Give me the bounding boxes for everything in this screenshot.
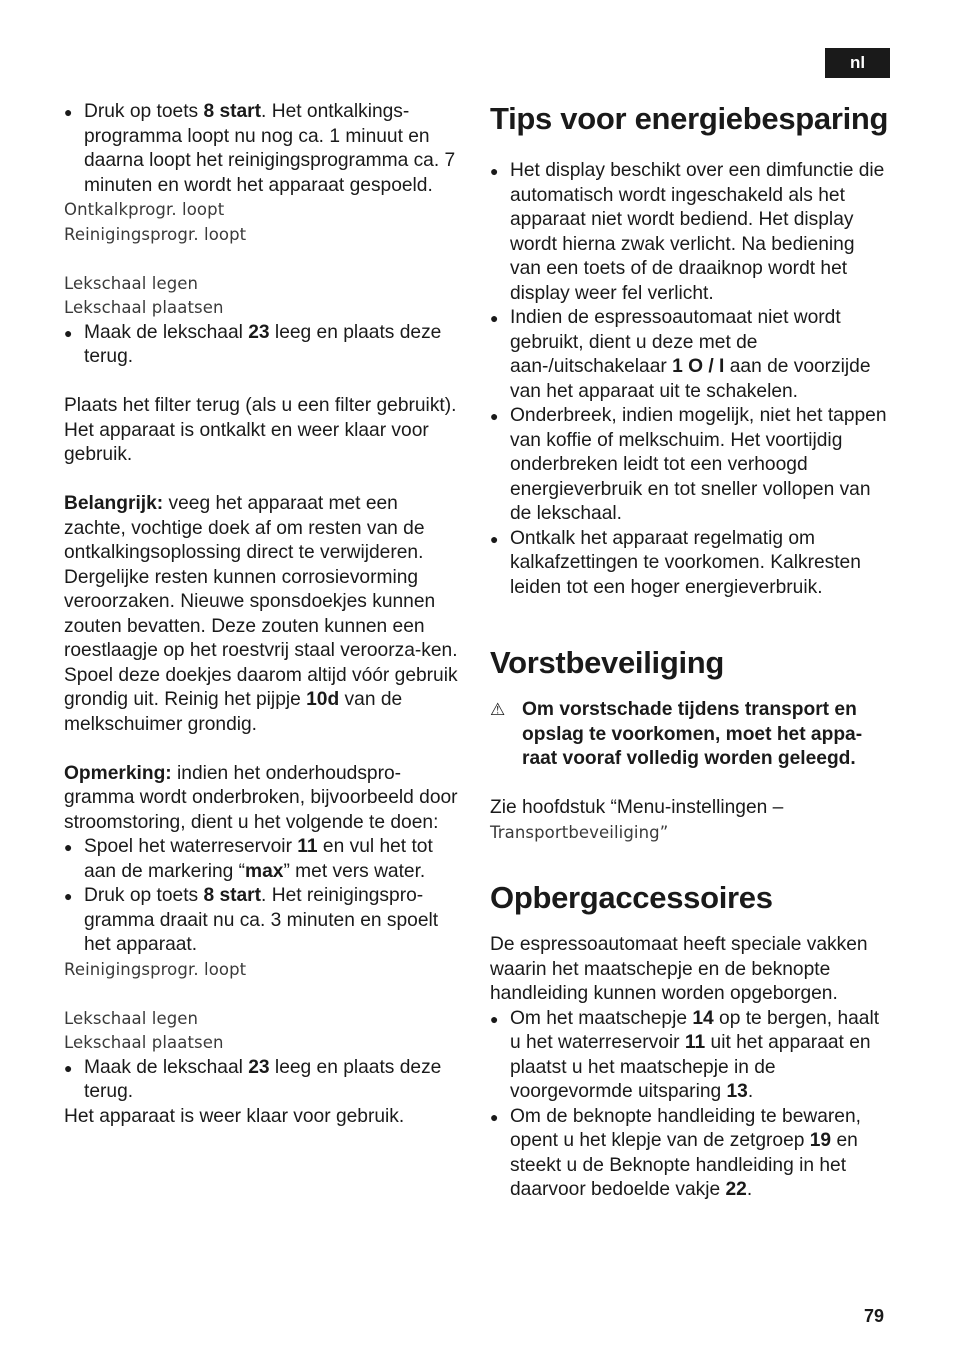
text: aan de voorzijde van het apparaat uit te schakelen. (510, 356, 871, 402)
language-label: nl (849, 53, 866, 72)
display-message: Lekschaal plaatsen (64, 1033, 224, 1052)
paragraph-ready: Het apparaat is weer klaar voor gebruik. (64, 1105, 405, 1127)
text: uit het apparaat en plaatst u het maatschepje in de voorgevormde uitsparing (510, 1032, 871, 1102)
part-number: 19 (809, 1130, 832, 1151)
heading-energy-tips: Tips voor energiebesparing (490, 101, 889, 136)
paragraph-filter: Plaats het filter terug (als u een filter gebruikt). Het apparaat is ontkalkt en weer klaar voor gebruik. (64, 395, 457, 465)
text: veeg het apparaat met een zachte, vochtige doek af om resten van de ontkalkingsoplossing direct te verwijderen. Dergelijke resten kunnen corrosievorming veroorzaken. Nieuwe sponsdoekjes kunnen zouten bevatten. Deze zouten kunnen een roestlaagje op het roestvrij staal veroorza-ken. Spoel deze doekjes daarom altijd vóór gebruik grondig uit. Reinig het pijpje (64, 493, 458, 710)
bullet-dim-function: ● Het display beschikt over een dimfunctie die automatisch wordt ingeschakeld als het apparaat niet wordt bediend. Het display wordt hierna zwak verlicht. Na bediening van een toets of de draaiknop wordt het display weer fel verlicht. (490, 159, 890, 306)
text: Maak de lekschaal (84, 321, 249, 343)
text: . (747, 1081, 754, 1102)
part-number: 10d (306, 689, 340, 710)
part-number: 13 (726, 1081, 748, 1102)
display-message: Reinigingsprogr. loopt (64, 959, 247, 979)
text: indien het onderhoudspro-gramma wordt onderbroken, bijvoorbeeld door stroomstoring, dient u het volgende te doen: (64, 762, 458, 833)
text: leeg en plaats deze terug. (84, 1056, 442, 1102)
text: Om het maatschepje (510, 1007, 693, 1029)
paragraph-note (64, 762, 464, 836)
page-number: 79 (864, 1306, 885, 1326)
part-number: 23 (248, 321, 270, 343)
display-message: Lekschaal legen (64, 1008, 199, 1028)
bullet-power-switch (490, 306, 890, 404)
switch-label: 1 O / I (672, 356, 725, 377)
text: Spoel het waterreservoir (84, 836, 298, 857)
text: Druk op toets (84, 885, 204, 906)
key-label: 8 start (203, 885, 262, 906)
bullet-drip-tray (64, 321, 464, 370)
left-column (64, 100, 464, 1129)
bullet-interrupt: ● Onderbreek, indien mogelijk, niet het tappen van koffie of melkschuim. Het voortijdig onderbreken leidt tot een verhoogd energieverbruik en tot sneller vollopen van de lekschaal. (490, 404, 890, 527)
display-message: Lekschaal legen (64, 273, 199, 293)
part-number: 11 (684, 1032, 706, 1053)
text: op te bergen, haalt u het waterreservoir (510, 1007, 880, 1053)
display-message: Reinigingsprogr. loopt (64, 224, 247, 244)
bullet-press-start-2 (64, 884, 464, 958)
text: . Het reinigingspro-gramma draait nu ca. 3 minuten en spoelt het apparaat. (84, 885, 439, 955)
bullet-rinse-reservoir (64, 835, 464, 884)
label-important: Belangrijk: (64, 493, 164, 514)
text: Druk op toets (84, 101, 204, 122)
heading-frost-protection: Vorstbeveiliging (490, 645, 725, 680)
display-message: Ontkalkprogr. loopt (64, 200, 225, 219)
text: van de melkschuimer grondig. (64, 689, 403, 735)
right-column (490, 100, 890, 1203)
paragraph-see-chapter: Zie hoofdstuk “Menu-instellingen – (490, 797, 784, 818)
display-message: Lekschaal plaatsen (64, 298, 224, 317)
text: en steekt u de Beknopte handleiding in het daarvoor bedoelde vakje (510, 1130, 858, 1200)
text: leeg en plaats deze terug. (84, 321, 442, 367)
bullet-press-start (64, 100, 464, 198)
part-number: 11 (297, 836, 318, 857)
bullet-descale: ● Ontkalk het apparaat regelmatig om kalkafzettingen te voorkomen. Kalkresten leiden tot een hoger energieverbruik. (490, 527, 890, 601)
text: en vul het tot aan de markering “ (84, 836, 433, 882)
text: Maak de lekschaal (84, 1056, 249, 1078)
text: ” met vers water. (283, 860, 426, 882)
bullet-quick-guide (490, 1105, 890, 1203)
label-note: Opmerking: (64, 762, 172, 784)
warning-frost (490, 698, 890, 772)
part-number: 23 (248, 1056, 270, 1078)
text: . Het ontkalkings-programma loopt nu nog ca. 1 minuut en daarna loopt het reinigingsprogramma ca. 7 minuten en wordt het apparaat gespoeld. (84, 101, 456, 196)
marking: max (245, 860, 284, 882)
heading-storage-accessories: Opbergaccessoires (490, 880, 773, 915)
text: Om de beknopte handleiding te bewaren, opent u het klepje van de zetgroep (510, 1105, 861, 1151)
warning-text: Om vorstschade tijdens transport en opslag te voorkomen, moet het appa-raat vooraf volledig worden geleegd. (522, 699, 863, 769)
warning-icon: ⚠ (490, 700, 506, 719)
display-menu-reference: Transportbeveiliging” (490, 822, 669, 842)
text: Indien de espressoautomaat niet wordt gebruikt, dient u deze met de aan-/uitschakelaar (510, 307, 841, 377)
key-label: 8 start (203, 101, 262, 122)
language-tab (825, 48, 890, 78)
paragraph-compartments: De espressoautomaat heeft speciale vakken waarin het maatschepje en de beknopte handleiding kunnen worden opgeborgen. (490, 934, 868, 1004)
text: . (746, 1179, 753, 1200)
bullet-drip-tray-2 (64, 1056, 464, 1105)
part-number: 14 (692, 1007, 714, 1029)
bullet-measuring-scoop (490, 1007, 890, 1105)
paragraph-important (64, 492, 464, 737)
part-number: 22 (725, 1179, 747, 1200)
